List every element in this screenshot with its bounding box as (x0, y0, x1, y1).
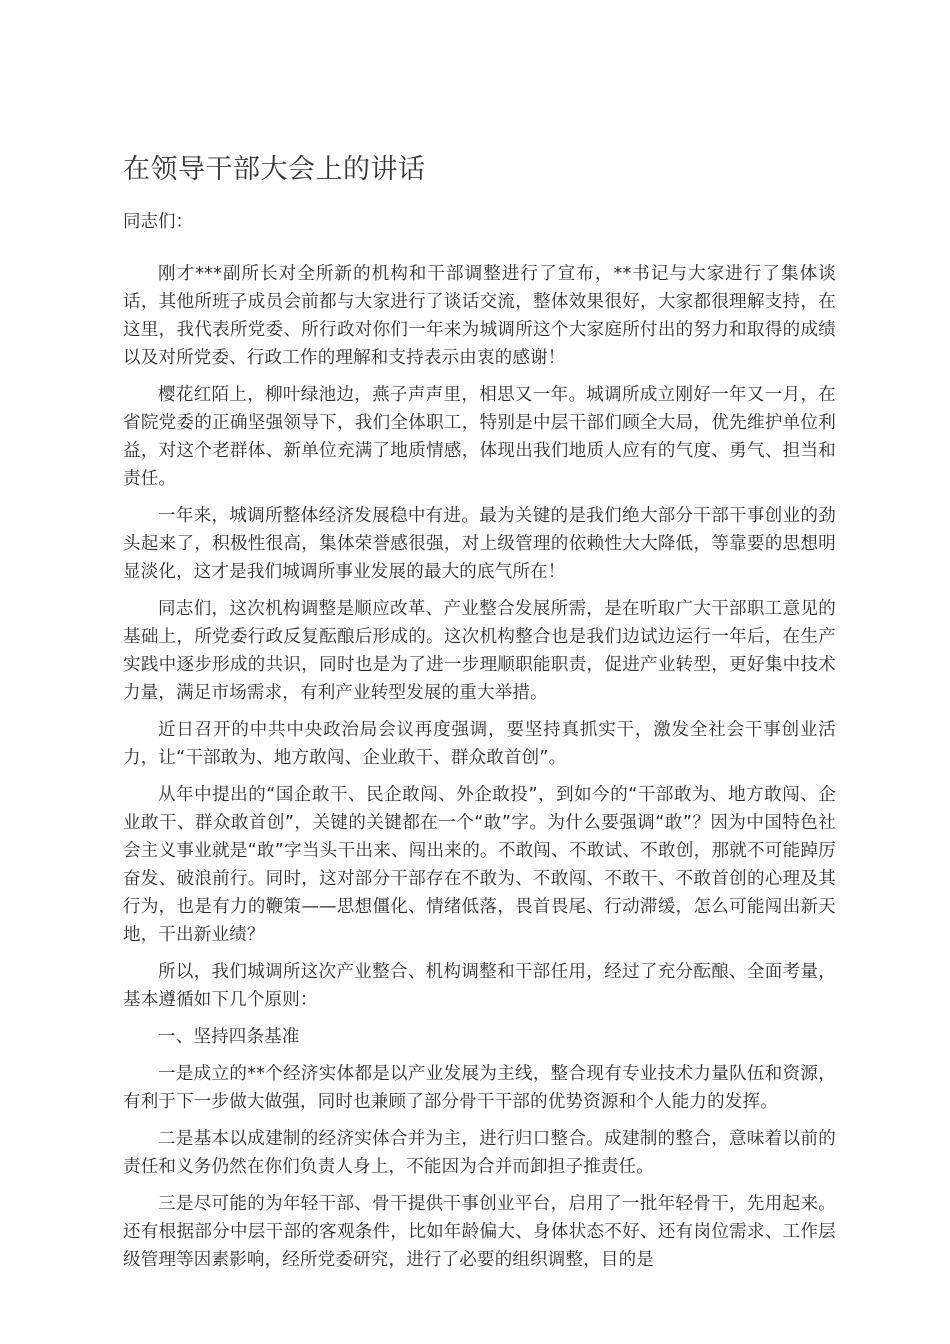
paragraph: 樱花红陌上，柳叶绿池边，燕子声声里，相思又一年。城调所成立刚好一年又一月，在省院党委的正确坚强领导下，我们全体职工，特别是中层干部们顾全大局，优先维护单位利益，对这个老群体、新单位充满了地质情感，体现出我们地质人应有的气度、勇气、担当和责任。 (123, 385, 836, 489)
section-heading: 一、坚持四条基准 (158, 1027, 300, 1047)
document-body (123, 260, 836, 1283)
paragraph: 三是尽可能的为年轻干部、骨干提供干事创业平台，启用了一批年轻骨干，先用起来。还有根据部分中层干部的客观条件，比如年龄偏大、身体状态不好、还有岗位需求、工作层级管理等因素影响，经所党委研究，进行了必要的组织调整，目的是 (123, 1194, 836, 1270)
paragraph: 从年中提出的“国企敢干、民企敢闯、外企敢投”，到如今的“干部敢为、地方敢闯、企业敢干、群众敢首创”，关键的关键都在一个“敢”字。为什么要强调“敢”？因为中国特色社会主义事业就是“敢”字当头干出来、闯出来的。不敢闯、不敢试、不敢创，那就不可能踔厉奋发、破浪前行。同时，这对部分干部存在不敢为、不敢闯、不敢干、不敢首创的心理及其行为，也是有力的鞭策——思想僵化、情绪低落，畏首畏尾、行动滞缓，怎么可能闯出新天地，干出新业绩？ (123, 785, 836, 945)
paragraph: 近日召开的中共中央政治局会议再度强调，要坚持真抓实干，激发全社会干事创业活力，让“干部敢为、地方敢闯、企业敢干、群众敢首创”。 (123, 720, 836, 768)
paragraph: 一是成立的**个经济实体都是以产业发展为主线，整合现有专业技术力量队伍和资源，有利于下一步做大做强，同时也兼顾了部分骨干干部的优势资源和个人能力的发挥。 (123, 1064, 836, 1112)
paragraph: 一年来，城调所整体经济发展稳中有进。最为关键的是我们绝大部分干部干事创业的劲头起来了，积极性很高，集体荣誉感很强，对上级管理的依赖性大大降低，等靠要的思想明显淡化，这才是我们城调所事业发展的最大的底气所在！ (123, 506, 836, 582)
paragraph: 所以，我们城调所这次产业整合、机构调整和干部任用，经过了充分酝酿、全面考量，基本遵循如下几个原则： (123, 962, 836, 1010)
document-title: 在领导干部大会上的讲话 (123, 154, 426, 185)
paragraph: 同志们，这次机构调整是顺应改革、产业整合发展所需，是在听取广大干部职工意见的基础上，所党委行政反复酝酿后形成的。这次机构整合也是我们边试边运行一年后，在生产实践中逐步形成的共识，同时也是为了进一步理顺职能职责，促进产业转型，更好集中技术力量，满足市场需求，有利产业转型发展的重大举措。 (123, 599, 836, 703)
paragraph: 刚才***副所长对全所新的机构和干部调整进行了宣布，**书记与大家进行了集体谈话，其他所班子成员会前都与大家进行了谈话交流，整体效果很好，大家都很理解支持，在这里，我代表所党委、所行政对你们一年来为城调所这个大家庭所付出的努力和取得的成绩以及对所党委、行政工作的理解和支持表示由衷的感谢！ (123, 264, 836, 368)
salutation: 同志们： (123, 212, 193, 232)
paragraph: 二是基本以成建制的经济实体合并为主，进行归口整合。成建制的整合，意味着以前的责任和义务仍然在你们负责人身上，不能因为合并而卸担子推责任。 (123, 1129, 836, 1177)
